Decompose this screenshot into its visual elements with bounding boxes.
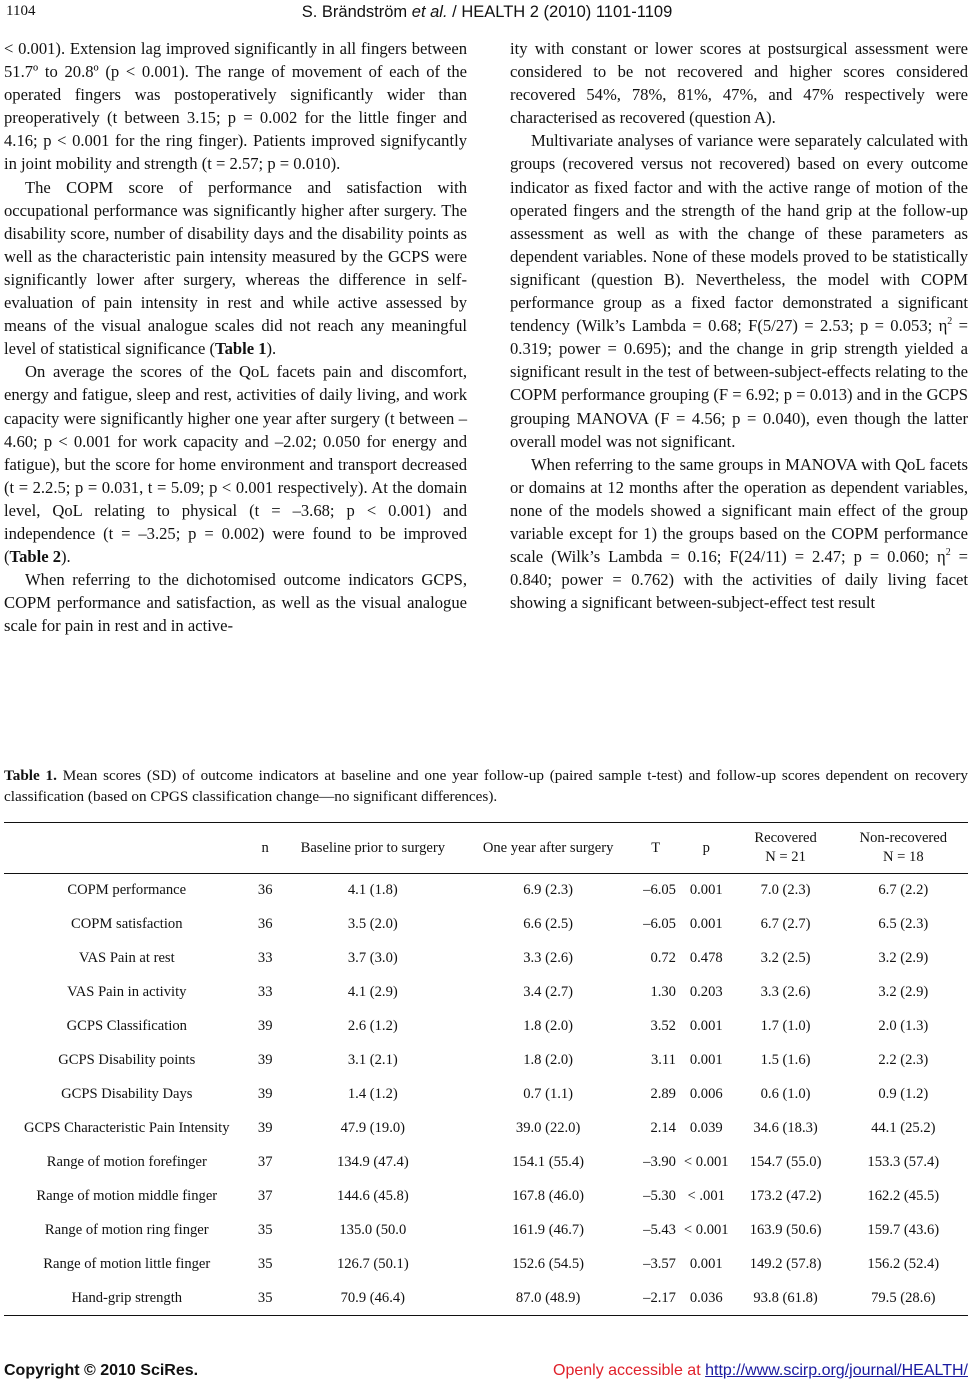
cell-t: –6.05 bbox=[643, 882, 676, 899]
cell-non-recovered: 6.5 (2.3) bbox=[878, 916, 929, 932]
cell-non-recovered: 6.7 (2.2) bbox=[878, 882, 929, 899]
open-access-notice: Openly accessible at http://www.scirp.org/journal/HEALTH/ bbox=[553, 1362, 968, 1379]
right-column bbox=[510, 37, 968, 614]
cell-one-year: 1.8 (2.0) bbox=[523, 1052, 574, 1068]
paragraph: When referring to the same groups in MANOVA with QoL facets or domains at 12 months after the operation as dependent variables, none of the models showed a significant main effect of the group variable except for 1) the groups based on the COPM performance scale (Wilk’s Lambda = 0.16; F(24/11) = 2.47; p = 0.060; $\eta^2 = 0.840$; power = 0.762) with the activities of daily living facet showing a significant between-subject-effect test result bbox=[510, 454, 968, 613]
paragraph: < 0.001). Extension lag improved significantly in all fingers between 51.7º to 20.8º (p < 0.001). The range of movement of each of the operated fingers was postoperatively significantly wider than preoperatively (t between 3.15; p = 0.002 for the little finger and 4.16; p < 0.001 for the ring finger). Patients improved signifycantly in joint mobility and strength (t = 2.57; p = 0.010). bbox=[4, 39, 467, 174]
cell-t: –6.05 bbox=[643, 916, 676, 932]
journal-reference bbox=[0, 3, 974, 22]
table-caption-text: Mean scores (SD) of outcome indicators at baseline and one year follow-up (paired sample t-test) and follow-up scores dependent on recovery classification (based on CPGS classification change—no significant differences). bbox=[4, 767, 968, 805]
table-row bbox=[4, 1112, 968, 1146]
cell-baseline: 1.4 (1.2) bbox=[347, 1086, 398, 1102]
copyright-notice: Copyright © 2010 SciRes. bbox=[4, 1362, 199, 1379]
page-number: 1104 bbox=[6, 3, 36, 19]
cell-baseline: 2.6 (1.2) bbox=[347, 1018, 398, 1034]
cell-t: –5.30 bbox=[643, 1188, 676, 1204]
header-one-year: One year after surgery bbox=[482, 839, 614, 856]
cell-t: 1.30 bbox=[650, 984, 676, 1000]
table-row bbox=[4, 1078, 968, 1112]
cell-one-year: 3.4 (2.7) bbox=[523, 984, 574, 1000]
cell-one-year: 87.0 (48.9) bbox=[515, 1289, 581, 1306]
cell-p: < 0.001 bbox=[683, 1222, 729, 1238]
cell-non-recovered: 3.2 (2.9) bbox=[878, 984, 929, 1000]
cell-baseline: 126.7 (50.1) bbox=[336, 1256, 409, 1272]
cell-baseline: 4.1 (2.9) bbox=[347, 984, 398, 1000]
table-caption-label: Table 1. bbox=[4, 767, 57, 784]
cell-p: 0.001 bbox=[689, 1256, 723, 1272]
cell-baseline: 47.9 (19.0) bbox=[340, 1120, 406, 1136]
cell-p: 0.006 bbox=[689, 1086, 723, 1102]
cell-baseline: 4.1 (1.8) bbox=[347, 882, 398, 899]
cell-baseline: 3.1 (2.1) bbox=[347, 1052, 398, 1068]
et-al: et al. bbox=[411, 3, 448, 21]
cell-t: 3.52 bbox=[650, 1018, 676, 1034]
cell-n: 35 bbox=[257, 1289, 273, 1306]
table-row bbox=[4, 1214, 968, 1248]
cell-p: 0.478 bbox=[689, 950, 723, 966]
journal-citation: / HEALTH 2 (2010) 1101-1109 bbox=[452, 3, 673, 21]
cell-p: < .001 bbox=[687, 1188, 725, 1204]
cell-label: Range of motion middle finger bbox=[36, 1188, 218, 1204]
header-non-recovered: Non-recovered N = 18 bbox=[859, 830, 948, 865]
paragraph: When referring to the dichotomised outcome indicators GCPS, COPM performance and satisfaction, as well as the visual analogue scale for pain in rest and in active- bbox=[4, 570, 467, 636]
cell-recovered: 3.3 (2.6) bbox=[760, 984, 811, 1000]
cell-non-recovered: 0.9 (1.2) bbox=[878, 1086, 929, 1102]
table-row bbox=[4, 1010, 968, 1044]
cell-one-year: 0.7 (1.1) bbox=[523, 1086, 574, 1102]
cell-one-year: 167.8 (46.0) bbox=[512, 1188, 584, 1204]
cell-label: VAS Pain at rest bbox=[78, 950, 175, 966]
cell-n: 39 bbox=[257, 1018, 273, 1034]
cell-non-recovered: 162.2 (45.5) bbox=[867, 1188, 940, 1204]
cell-one-year: 3.3 (2.6) bbox=[523, 950, 574, 966]
paragraph: Multivariate analyses of variance were separately calculated with groups (recovered versus not recovered) based on every outcome indicator as fixed factor and with the active range of motion of the operated fingers and the strength of the hand grip at the follow-up assessment as well as with the change of these parameters as dependent variables. None of these models proved to be statistically significant (question B). Nevertheless, the model with COPM performance group as a fixed factor demonstrated a significant tendency (Wilk’s Lambda = 0.68; F(5/27) = 2.53; p = 0.053; $\eta^2 = 0.319$; power = 0.695); and the change in grip strength yielded a significant result in the test of between-subject-effects relating to the COPM performance grouping (F = 6.92; p = 0.013) and in the GCPS grouping MANOVA (F = 4.56; p = 0.040), even though the latter overall model was not significant. bbox=[510, 131, 969, 451]
table-reference-link[interactable]: Table 2 bbox=[9, 547, 62, 567]
cell-recovered: 3.2 (2.5) bbox=[760, 950, 811, 966]
cell-one-year: 161.9 (46.7) bbox=[512, 1222, 584, 1238]
cell-non-recovered: 156.2 (52.4) bbox=[867, 1256, 940, 1272]
table-body bbox=[4, 874, 968, 1316]
cell-t: –3.57 bbox=[643, 1256, 676, 1272]
cell-recovered: 173.2 (47.2) bbox=[749, 1188, 822, 1204]
cell-one-year: 6.9 (2.3) bbox=[523, 882, 574, 899]
table-row bbox=[4, 976, 968, 1010]
cell-n: 35 bbox=[257, 1256, 273, 1272]
paragraph: The COPM score of performance and satisfaction with occupational performance was significantly higher after surgery. The disability score, number of disability days and the disability points as well as the characteristic pain intensity measured by the GCPS were significantly lower after surgery, whereas the difference in self-evaluation of pain intensity in rest and while active assessed by means of the visual analogue scales did not reach any meaningful level of statistical significance (Table 1). bbox=[4, 177, 467, 359]
cell-label: GCPS Disability points bbox=[58, 1052, 196, 1068]
cell-label: Range of motion little finger bbox=[43, 1256, 211, 1272]
cell-baseline: 135.0 (50.0 bbox=[339, 1222, 407, 1238]
cell-n: 37 bbox=[257, 1188, 273, 1204]
left-column bbox=[4, 37, 467, 637]
cell-recovered: 163.9 (50.6) bbox=[749, 1222, 822, 1238]
cell-n: 37 bbox=[257, 1154, 273, 1170]
header-recovered: Recovered N = 21 bbox=[754, 830, 817, 865]
cell-t: 3.11 bbox=[650, 1052, 676, 1068]
cell-baseline: 3.7 (3.0) bbox=[347, 950, 398, 966]
cell-baseline: 3.5 (2.0) bbox=[347, 916, 398, 932]
cell-n: 39 bbox=[257, 1086, 273, 1102]
paragraph: On average the scores of the QoL facets pain and discomfort, energy and fatigue, sleep and rest, activities of daily living, and work capacity were significantly higher one year after surgery (t between –4.60; p < 0.001 for work capacity and –2.02; 0.050 for energy and fatigue), but the score for home environment and transport decreased (t = 2.2.5; p = 0.031, t = 5.09; p < 0.001 respectively). At the domain level, QoL relating to physical (t = –3.68; p < 0.001) and independence (t = –3.25; p = 0.002) were found to be improved (Table 2). bbox=[4, 362, 467, 567]
cell-t: –2.17 bbox=[643, 1289, 676, 1306]
cell-n: 33 bbox=[257, 984, 273, 1000]
cell-recovered: 6.7 (2.7) bbox=[760, 916, 811, 932]
cell-p: 0.036 bbox=[689, 1289, 723, 1306]
header-label bbox=[4, 823, 250, 874]
header-baseline: Baseline prior to surgery bbox=[300, 839, 446, 856]
cell-non-recovered: 2.0 (1.3) bbox=[878, 1018, 929, 1034]
cell-n: 36 bbox=[257, 882, 273, 899]
running-head bbox=[0, 3, 974, 23]
cell-baseline: 70.9 (46.4) bbox=[340, 1289, 406, 1306]
cell-recovered: 34.6 (18.3) bbox=[753, 1120, 818, 1136]
cell-p: 0.001 bbox=[689, 916, 723, 932]
cell-non-recovered: 159.7 (43.6) bbox=[867, 1222, 940, 1238]
cell-label: GCPS Classification bbox=[66, 1018, 187, 1034]
table-row bbox=[4, 1044, 968, 1078]
cell-n: 36 bbox=[257, 916, 273, 932]
cell-n: 35 bbox=[257, 1222, 273, 1238]
cell-non-recovered: 79.5 (28.6) bbox=[871, 1289, 936, 1306]
cell-p: 0.001 bbox=[689, 882, 723, 899]
cell-n: 39 bbox=[257, 1052, 273, 1068]
cell-one-year: 154.1 (55.4) bbox=[512, 1154, 584, 1170]
cell-recovered: 93.8 (61.8) bbox=[753, 1289, 818, 1306]
cell-p: < 0.001 bbox=[683, 1154, 729, 1170]
cell-non-recovered: 153.3 (57.4) bbox=[867, 1154, 940, 1170]
cell-recovered: 1.7 (1.0) bbox=[760, 1018, 811, 1034]
header-n: n bbox=[261, 839, 269, 856]
cell-recovered: 149.2 (57.8) bbox=[749, 1256, 822, 1272]
cell-label: GCPS Characteristic Pain Intensity bbox=[24, 1120, 230, 1136]
table-row bbox=[4, 1248, 968, 1282]
cell-n: 33 bbox=[257, 950, 273, 966]
results-table bbox=[4, 822, 968, 1316]
cell-baseline: 134.9 (47.4) bbox=[336, 1154, 409, 1170]
cell-non-recovered: 2.2 (2.3) bbox=[878, 1052, 929, 1068]
journal-url-link[interactable]: http://www.scirp.org/journal/HEALTH/ bbox=[705, 1362, 968, 1379]
cell-p: 0.203 bbox=[689, 984, 723, 1000]
header-p: p bbox=[702, 839, 710, 856]
paragraph: ity with constant or lower scores at postsurgical assessment were considered to be not recovered and higher scores considered recovered 54%, 78%, 81%, 47%, and 47% respectively were characterised as recovered (question A). bbox=[510, 39, 968, 128]
table-header-row bbox=[4, 823, 968, 874]
cell-label: Hand-grip strength bbox=[71, 1289, 183, 1306]
cell-label: VAS Pain in activity bbox=[67, 984, 187, 1000]
cell-t: 0.72 bbox=[650, 950, 676, 966]
cell-t: –3.90 bbox=[643, 1154, 676, 1170]
table-row bbox=[4, 1146, 968, 1180]
cell-non-recovered: 44.1 (25.2) bbox=[871, 1120, 936, 1136]
cell-p: 0.001 bbox=[689, 1018, 723, 1034]
table-row bbox=[4, 908, 968, 942]
header-t: T bbox=[651, 839, 661, 856]
cell-recovered: 7.0 (2.3) bbox=[760, 882, 811, 899]
table-row bbox=[4, 1282, 968, 1316]
table-row bbox=[4, 942, 968, 976]
cell-n: 39 bbox=[257, 1120, 273, 1136]
cell-recovered: 154.7 (55.0) bbox=[749, 1154, 822, 1170]
cell-p: 0.039 bbox=[689, 1120, 723, 1136]
cell-label: Range of motion forefinger bbox=[46, 1154, 207, 1170]
cell-t: 2.14 bbox=[650, 1120, 676, 1136]
cell-p: 0.001 bbox=[689, 1052, 723, 1068]
cell-one-year: 1.8 (2.0) bbox=[523, 1018, 574, 1034]
cell-t: 2.89 bbox=[650, 1086, 676, 1102]
table-caption bbox=[4, 766, 968, 807]
cell-one-year: 6.6 (2.5) bbox=[523, 916, 574, 932]
cell-one-year: 152.6 (54.5) bbox=[512, 1256, 584, 1272]
cell-t: –5.43 bbox=[643, 1222, 676, 1238]
cell-one-year: 39.0 (22.0) bbox=[515, 1120, 581, 1136]
cell-label: Range of motion ring finger bbox=[44, 1222, 209, 1238]
page-footer bbox=[0, 1360, 974, 1382]
cell-label: GCPS Disability Days bbox=[61, 1086, 193, 1102]
cell-label: COPM satisfaction bbox=[71, 916, 183, 932]
table-reference-link[interactable]: Table 1 bbox=[215, 339, 267, 359]
authors: S. Brändström bbox=[301, 3, 408, 21]
cell-baseline: 144.6 (45.8) bbox=[336, 1188, 409, 1204]
cell-recovered: 1.5 (1.6) bbox=[760, 1052, 811, 1068]
cell-recovered: 0.6 (1.0) bbox=[760, 1086, 811, 1102]
cell-label: COPM performance bbox=[67, 882, 187, 899]
table-row bbox=[4, 1180, 968, 1214]
cell-non-recovered: 3.2 (2.9) bbox=[878, 950, 929, 966]
table-row bbox=[4, 874, 968, 908]
